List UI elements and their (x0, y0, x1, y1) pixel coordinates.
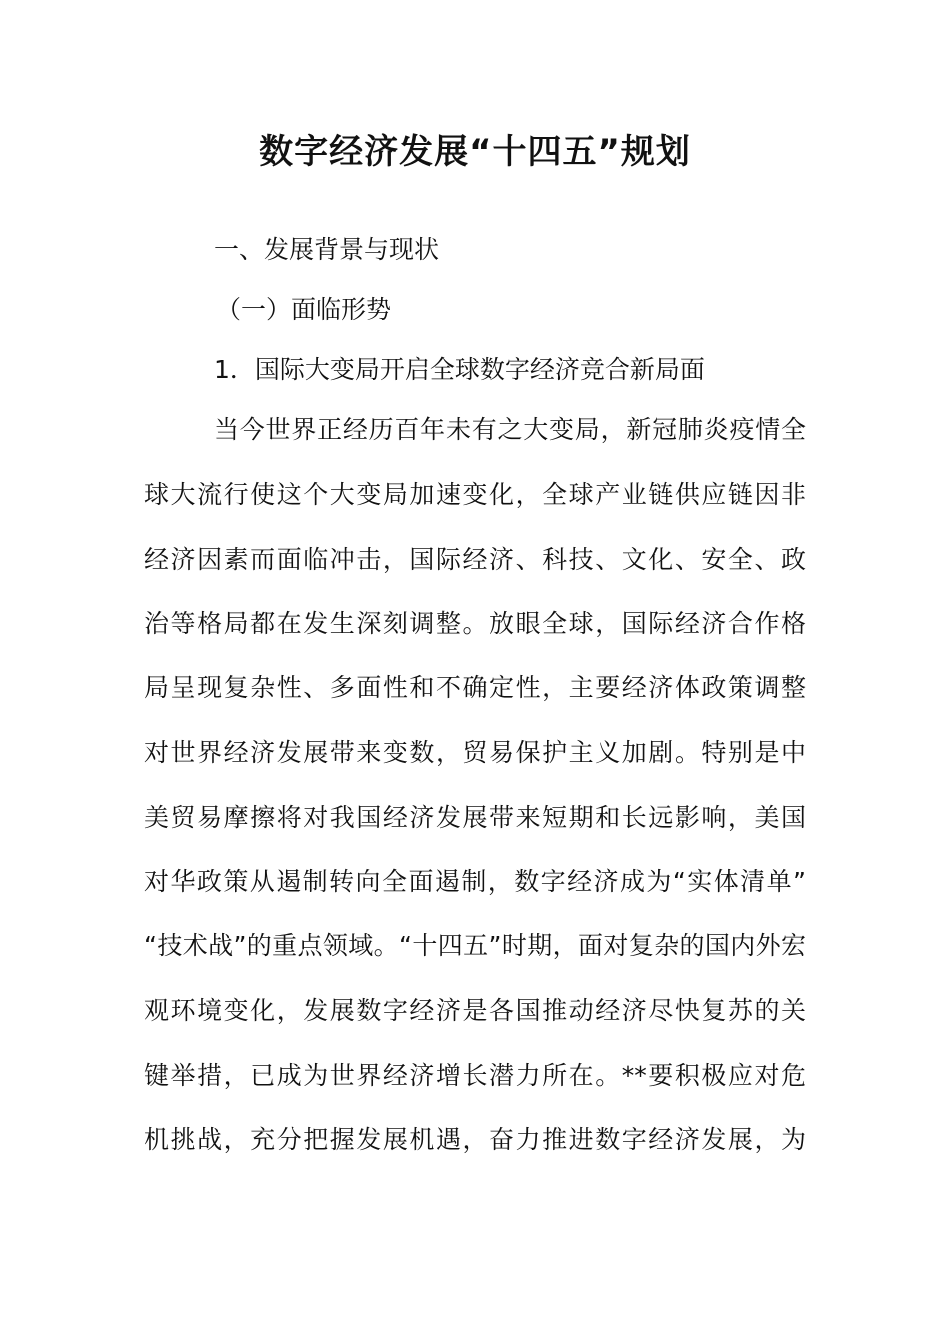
paragraph-line: 机挑战，充分把握发展机遇，奋力推进数字经济发展，为 (144, 1125, 806, 1154)
paragraph-line: 对世界经济发展带来变数，贸易保护主义加剧。特别是中 (144, 738, 806, 767)
paragraph-line: 键举措，已成为世界经济增长潜力所在。**要积极应对危 (144, 1061, 806, 1090)
paragraph-line: 当今世界正经历百年未有之大变局，新冠肺炎疫情全 (214, 415, 806, 444)
paragraph-line: 球大流行使这个大变局加速变化，全球产业链供应链因非 (144, 480, 806, 509)
paragraph-line: 观环境变化，发展数字经济是各国推动经济尽快复苏的关 (144, 996, 806, 1025)
paragraph-line: 美贸易摩擦将对我国经济发展带来短期和长远影响，美国 (144, 803, 806, 832)
section-heading: 一、发展背景与现状 (214, 235, 440, 264)
paragraph-line: “技术战”的重点领域。“十四五”时期，面对复杂的国内外宏 (144, 931, 806, 960)
paragraph-line: 治等格局都在发生深刻调整。放眼全球，国际经济合作格 (144, 609, 806, 638)
paragraph-line: 经济因素而面临冲击，国际经济、科技、文化、安全、政 (144, 545, 806, 574)
paragraph-line: 对华政策从遏制转向全面遏制，数字经济成为“实体清单” (144, 867, 806, 896)
item-heading: 1．国际大变局开启全球数字经济竞合新局面 (214, 355, 705, 384)
paragraph-line: 局呈现复杂性、多面性和不确定性，主要经济体政策调整 (144, 673, 806, 702)
document-title: 数字经济发展“十四五”规划 (259, 132, 691, 172)
subsection-heading: （一）面临形势 (216, 295, 392, 324)
